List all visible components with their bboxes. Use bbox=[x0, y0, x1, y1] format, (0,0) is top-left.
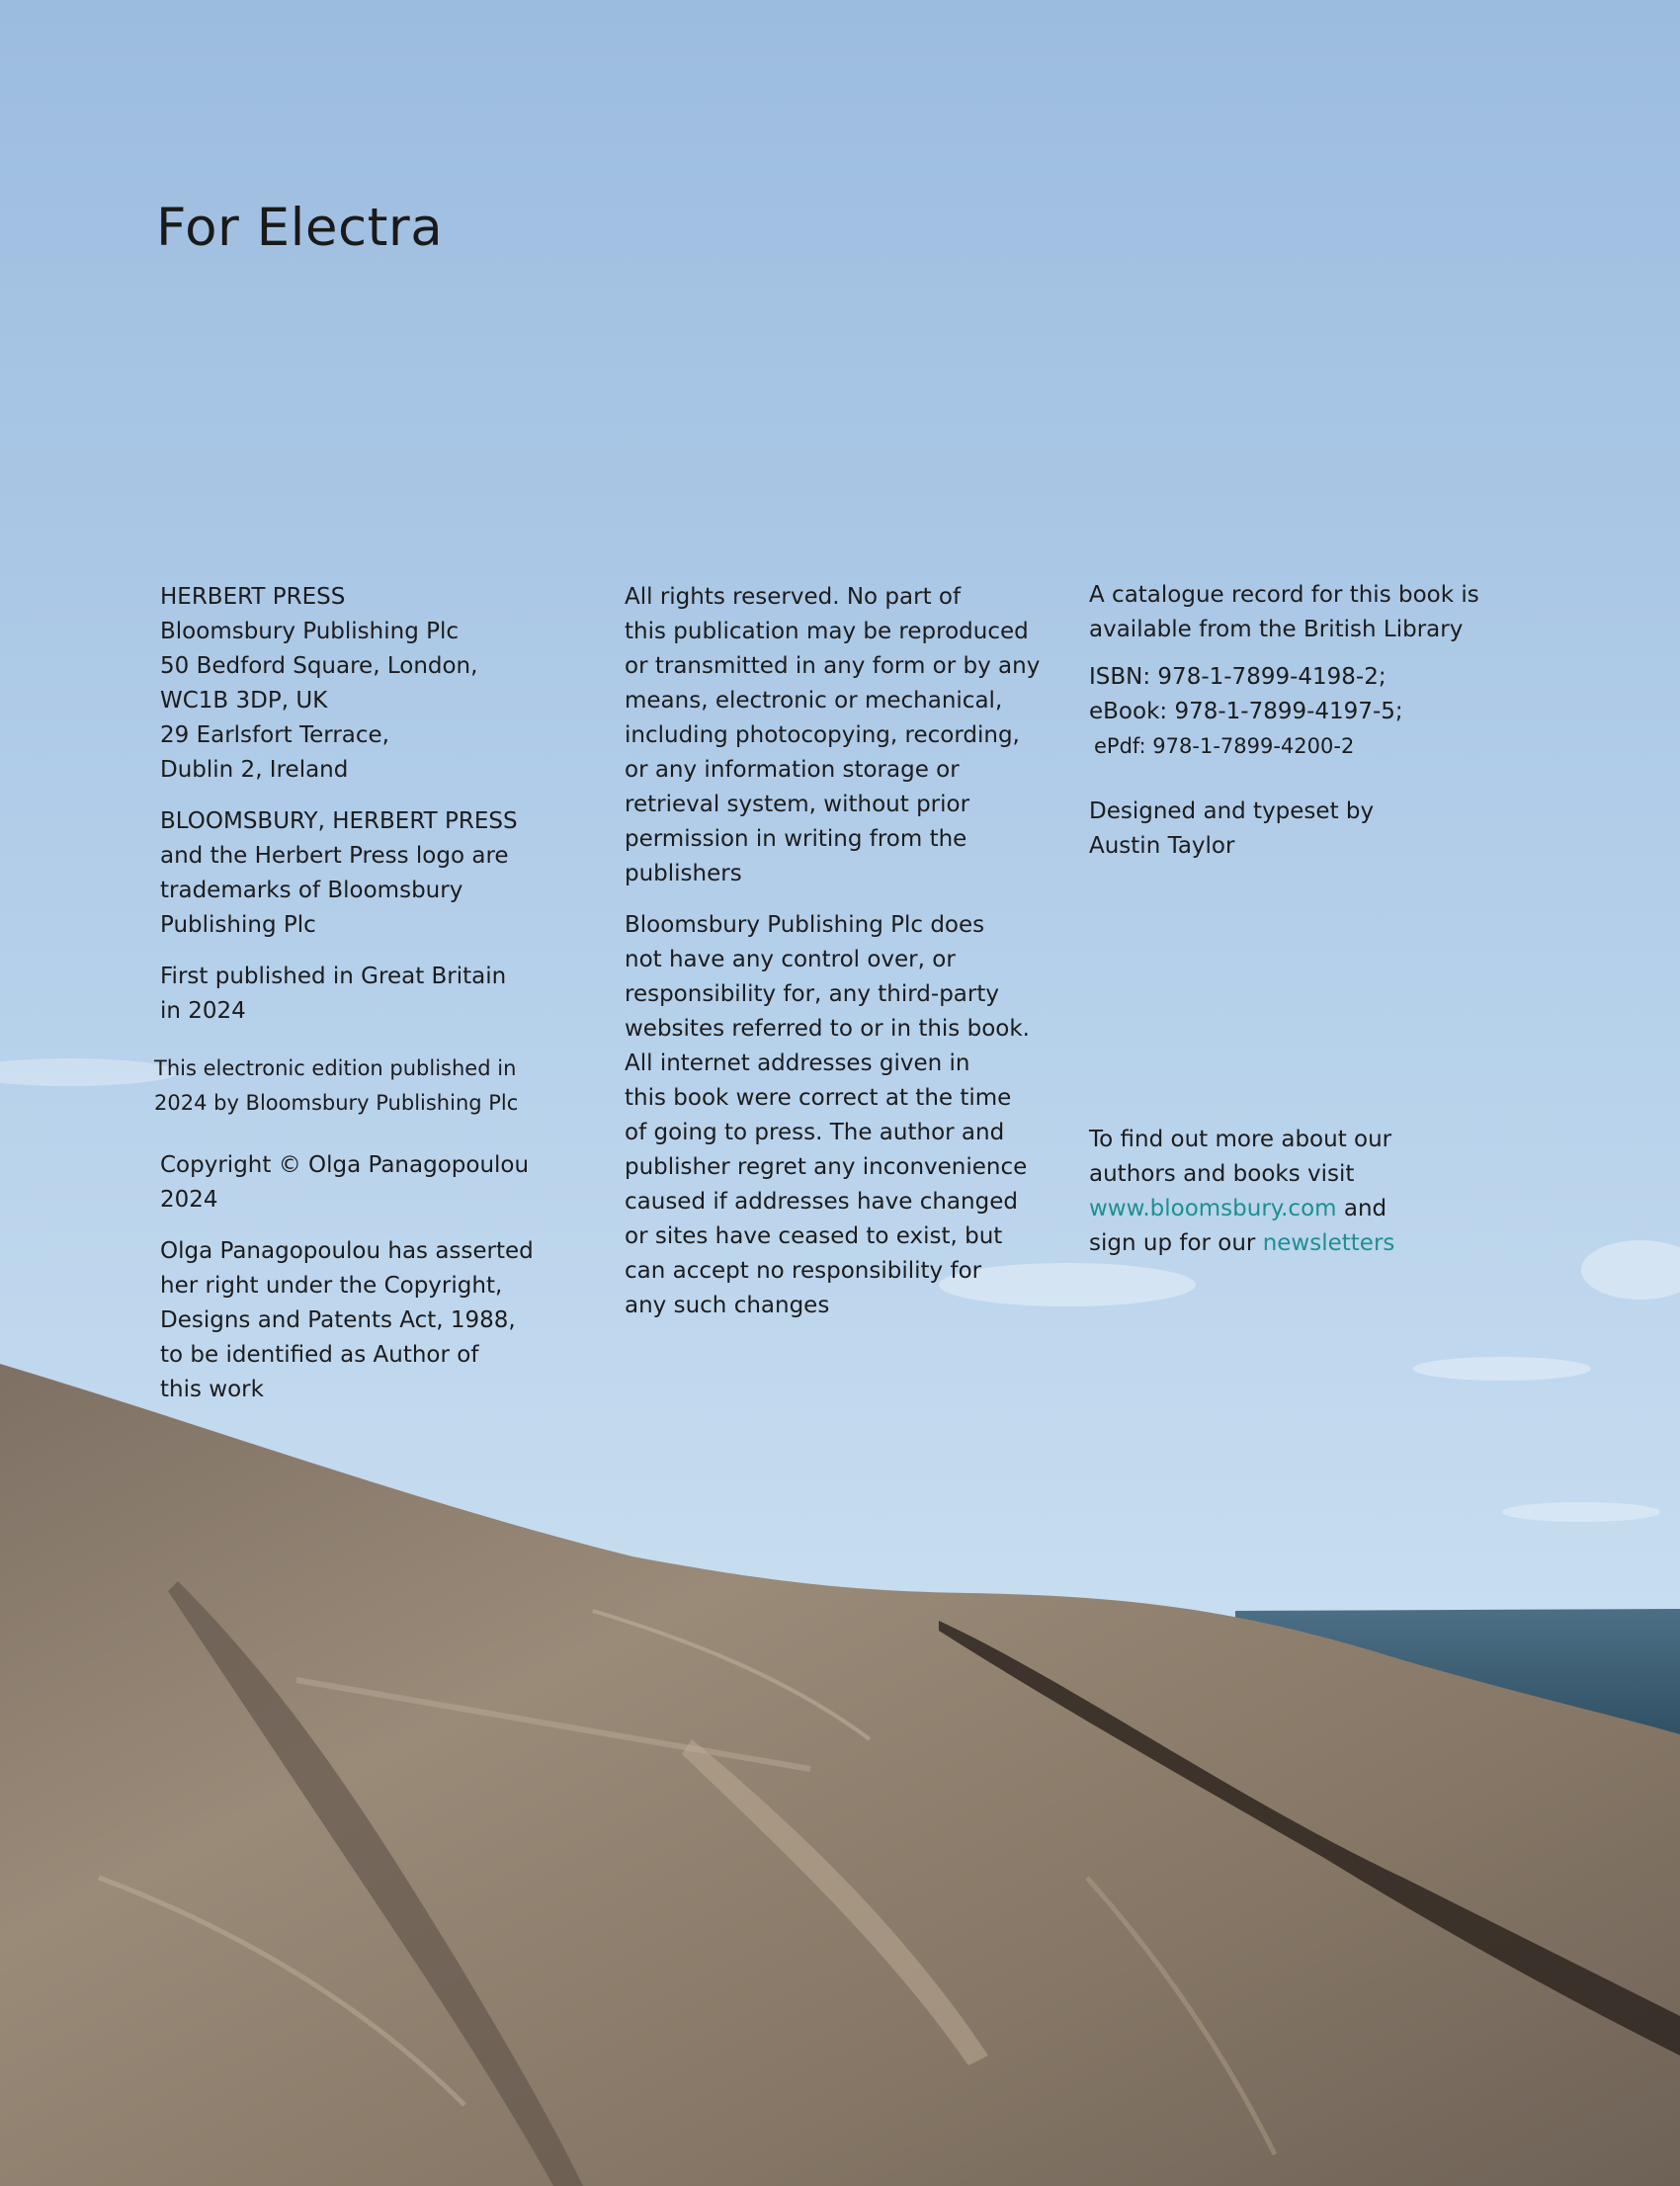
all-rights-reserved-notice: All rights reserved. No part of this publication may be reproduced or transmitted in any form or by any means, electronic or mechanical, including photocopying, recording, or any information storage or retrieval system, without prior permission in writing from the publishers bbox=[625, 584, 1041, 886]
imprint-column bbox=[154, 580, 595, 1407]
isbn-list bbox=[1089, 660, 1524, 764]
newsletters-link[interactable]: newsletters bbox=[1262, 1230, 1395, 1256]
designer-credit: Designed and typeset by Austin Taylor bbox=[1089, 799, 1375, 859]
bloomsbury-website-link[interactable]: www.bloomsbury.com bbox=[1089, 1196, 1337, 1221]
epdf-isbn: ePdf: 978-1-7899-4200-2 bbox=[1094, 734, 1355, 758]
third-party-disclaimer: Bloomsbury Publishing Plc does not have any control over, or responsibility for, any third-party websites referred to or in this book. All internet addresses given in this book were correct at the time of going to press. The author and publisher regret any inconvenience caused if addresses have changed or sites have ceased to exist, but can accept no responsibility for any such changes bbox=[625, 912, 1030, 1318]
isbn: ISBN: 978-1-7899-4198-2; bbox=[1089, 664, 1386, 690]
find-out-more: To find out more about our authors and books visit www.bloomsbury.com and sign up for our newsletters bbox=[1089, 1127, 1395, 1256]
dedication: For Electra bbox=[156, 198, 444, 258]
author-rights-notice: Olga Panagopoulou has asserted her right under the Copyright, Designs and Patents Act, 1988, to be identified as Author of this work bbox=[160, 1238, 534, 1402]
rights-column bbox=[625, 580, 1059, 1323]
catalogue-column bbox=[1089, 578, 1524, 1261]
electronic-edition-notice: This electronic edition published in 2024 by Bloomsbury Publishing Plc bbox=[154, 1056, 519, 1115]
ebook-isbn: eBook: 978-1-7899-4197-5; bbox=[1089, 699, 1403, 724]
catalogue-record-notice: A catalogue record for this book is available from the British Library bbox=[1089, 582, 1479, 642]
copyright-notice: Copyright © Olga Panagopoulou 2024 bbox=[160, 1152, 530, 1213]
trademark-notice: BLOOMSBURY, HERBERT PRESS and the Herbert Press logo are trademarks of Bloomsbury Publishing Plc bbox=[160, 808, 518, 938]
publisher-address: HERBERT PRESS Bloomsbury Publishing Plc 50 Bedford Square, London, WC1B 3DP, UK 29 Earlsfort Terrace, Dublin 2, Ireland bbox=[160, 584, 478, 783]
first-published-notice: First published in Great Britain in 2024 bbox=[160, 964, 507, 1024]
